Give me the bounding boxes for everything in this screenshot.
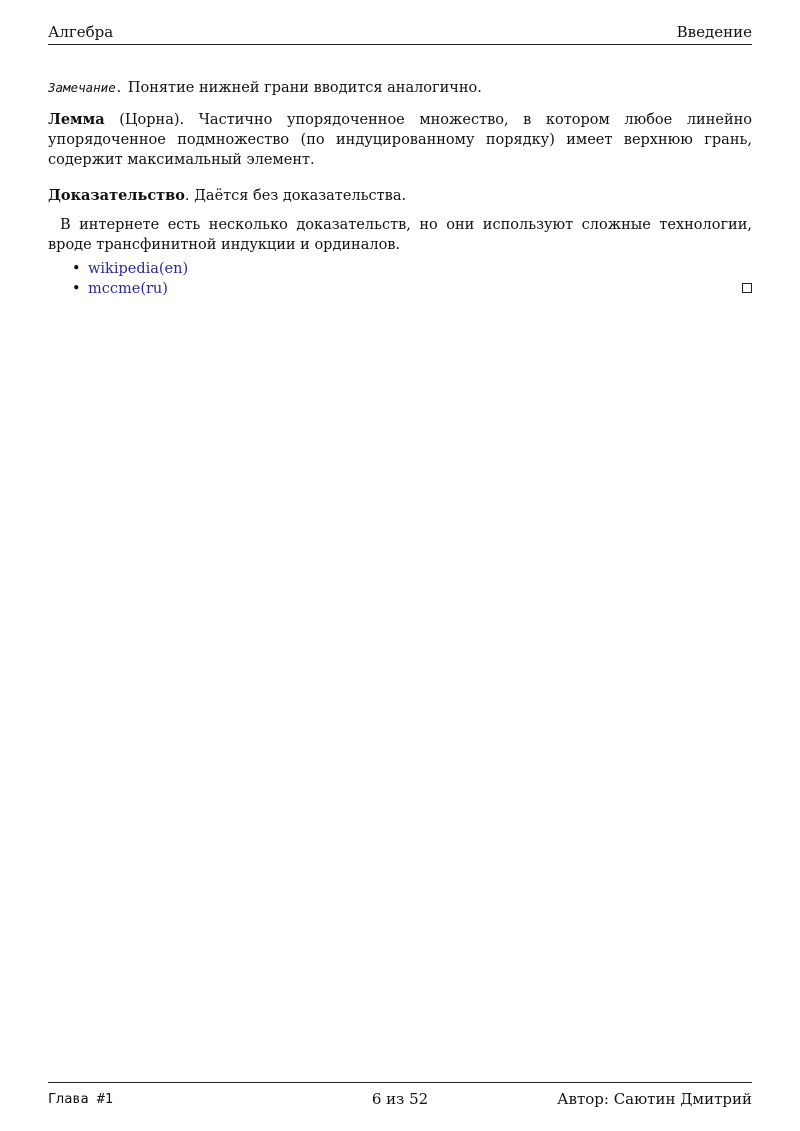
list-item xyxy=(48,259,752,279)
lemma-text: Частично упорядоченное множество, в котором любое линейно упорядоченное подмножество (по индуцированному порядку) имеет верхнюю грань, содержит максимальный элемент. xyxy=(48,112,753,168)
proof-paragraph xyxy=(48,186,752,206)
page-footer xyxy=(48,1082,752,1109)
lemma-label: Лемма xyxy=(48,111,105,128)
proof-label: Доказательство xyxy=(48,187,185,204)
document-page xyxy=(48,0,752,1131)
remark-text: Понятие нижней грани вводится аналогично. xyxy=(123,80,482,96)
remark-paragraph xyxy=(48,78,752,98)
header-section: Введение xyxy=(676,23,752,41)
link-list xyxy=(48,259,752,299)
link-mccme[interactable]: mccme(ru) xyxy=(88,281,168,297)
lemma-paragraph xyxy=(48,110,752,170)
footer-page-number: 6 из 52 xyxy=(371,1090,429,1108)
proof-text: . Даётся без доказательства. xyxy=(184,188,407,204)
bullet-icon: • xyxy=(72,261,81,277)
page-content xyxy=(48,78,752,299)
bullet-icon: • xyxy=(72,281,81,297)
remark-label: Замечание. xyxy=(48,80,124,95)
footer-chapter: Глава #1 xyxy=(48,1091,114,1107)
lemma-name: (Цорна). xyxy=(104,112,185,128)
header-title: Алгебра xyxy=(48,23,114,41)
list-item xyxy=(48,279,752,299)
proof-body: В интернете есть несколько доказательств, но они используют сложные технологии, вроде трансфинитной индукции и ординалов. xyxy=(48,217,752,253)
footer-author: Автор: Саютин Дмитрий xyxy=(557,1090,752,1108)
link-wikipedia[interactable]: wikipedia(en) xyxy=(88,261,189,277)
qed-square-icon xyxy=(742,283,752,293)
page-header xyxy=(48,22,752,45)
